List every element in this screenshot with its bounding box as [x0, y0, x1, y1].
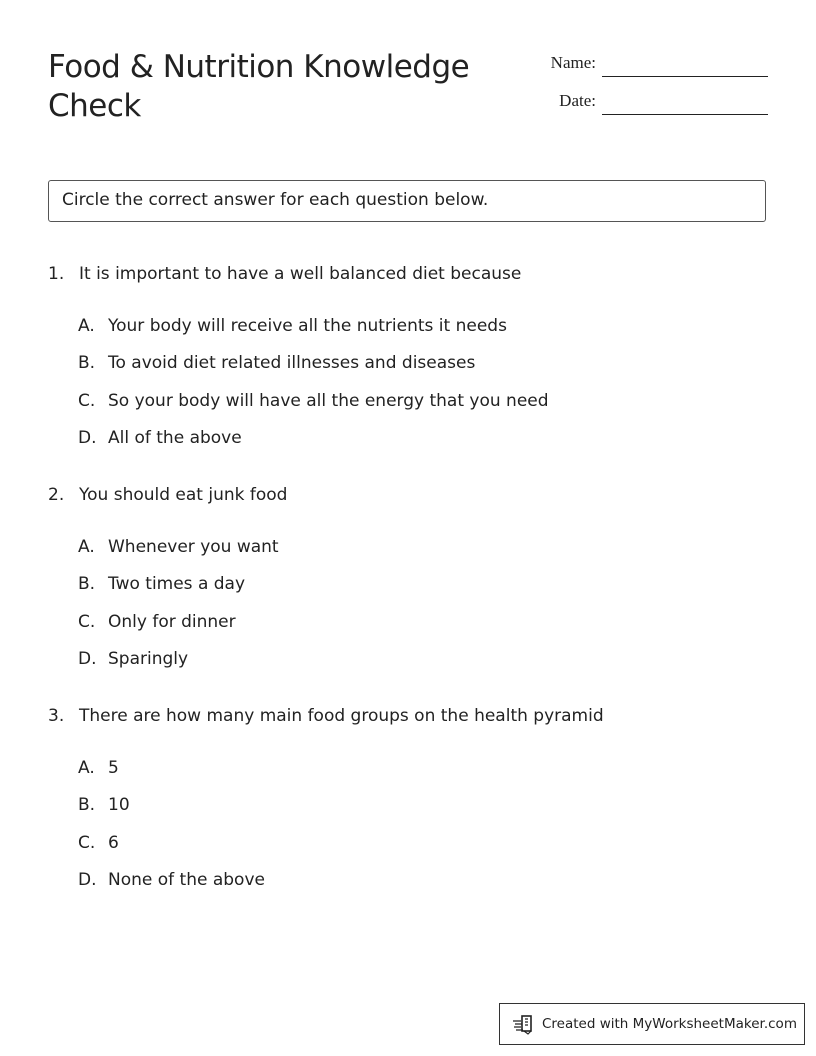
option-text: 5 — [108, 757, 119, 778]
answer-option-c[interactable] — [78, 603, 768, 641]
date-label: Date: — [559, 91, 596, 110]
question-stem — [48, 261, 768, 287]
answer-option-c[interactable] — [78, 824, 768, 862]
option-letter: A. — [78, 536, 95, 557]
option-text: Whenever you want — [108, 536, 279, 557]
option-text: 6 — [108, 832, 119, 853]
instructions-box: Circle the correct answer for each question below. — [48, 180, 766, 222]
option-text: All of the above — [108, 428, 242, 449]
option-letter: D. — [78, 649, 97, 670]
question-number: 3. — [48, 706, 65, 726]
date-blank-line[interactable] — [602, 96, 768, 115]
question-3 — [48, 703, 768, 899]
answer-option-a[interactable] — [78, 749, 768, 787]
answer-option-d[interactable] — [78, 862, 768, 900]
question-text: There are how many main food groups on the health pyramid — [79, 706, 604, 726]
option-text: 10 — [108, 795, 130, 816]
option-text: Sparingly — [108, 649, 189, 670]
option-letter: D. — [78, 428, 97, 449]
name-label: Name: — [550, 53, 596, 72]
question-number: 2. — [48, 485, 65, 505]
option-text: So your body will have all the energy that you need — [108, 390, 549, 411]
question-stem — [48, 482, 768, 508]
option-text: Only for dinner — [108, 611, 236, 632]
answer-options — [78, 528, 768, 678]
option-text: To avoid diet related illnesses and diseases — [108, 353, 476, 374]
answer-options — [78, 307, 768, 457]
question-stem — [48, 703, 768, 729]
worksheet-maker-logo-icon — [512, 1012, 536, 1036]
option-letter: D. — [78, 870, 97, 891]
worksheet-title: Food & Nutrition Knowledge Check — [48, 49, 470, 124]
option-letter: B. — [78, 574, 96, 595]
option-letter: B. — [78, 795, 96, 816]
answer-option-c[interactable] — [78, 382, 768, 420]
name-field — [508, 53, 768, 77]
answer-options — [78, 749, 768, 899]
answer-option-d[interactable] — [78, 420, 768, 458]
created-with-badge[interactable] — [499, 1003, 805, 1045]
question-1 — [48, 261, 768, 457]
question-text: It is important to have a well balanced diet because — [79, 264, 522, 284]
option-letter: B. — [78, 353, 96, 374]
answer-option-b[interactable] — [78, 566, 768, 604]
option-letter: A. — [78, 315, 95, 336]
option-text: None of the above — [108, 870, 265, 891]
answer-option-b[interactable] — [78, 787, 768, 825]
date-field — [508, 91, 768, 115]
footer-text: Created with MyWorksheetMaker.com — [542, 1016, 797, 1032]
question-number: 1. — [48, 264, 65, 284]
option-text: Your body will receive all the nutrients it needs — [108, 315, 507, 336]
question-text: You should eat junk food — [79, 485, 288, 505]
option-letter: C. — [78, 832, 96, 853]
answer-option-d[interactable] — [78, 641, 768, 679]
answer-option-a[interactable] — [78, 528, 768, 566]
answer-option-a[interactable] — [78, 307, 768, 345]
question-2 — [48, 482, 768, 678]
option-letter: C. — [78, 611, 96, 632]
option-letter: A. — [78, 757, 95, 778]
answer-option-b[interactable] — [78, 345, 768, 383]
option-letter: C. — [78, 390, 96, 411]
option-text: Two times a day — [108, 574, 246, 595]
name-blank-line[interactable] — [602, 58, 768, 77]
